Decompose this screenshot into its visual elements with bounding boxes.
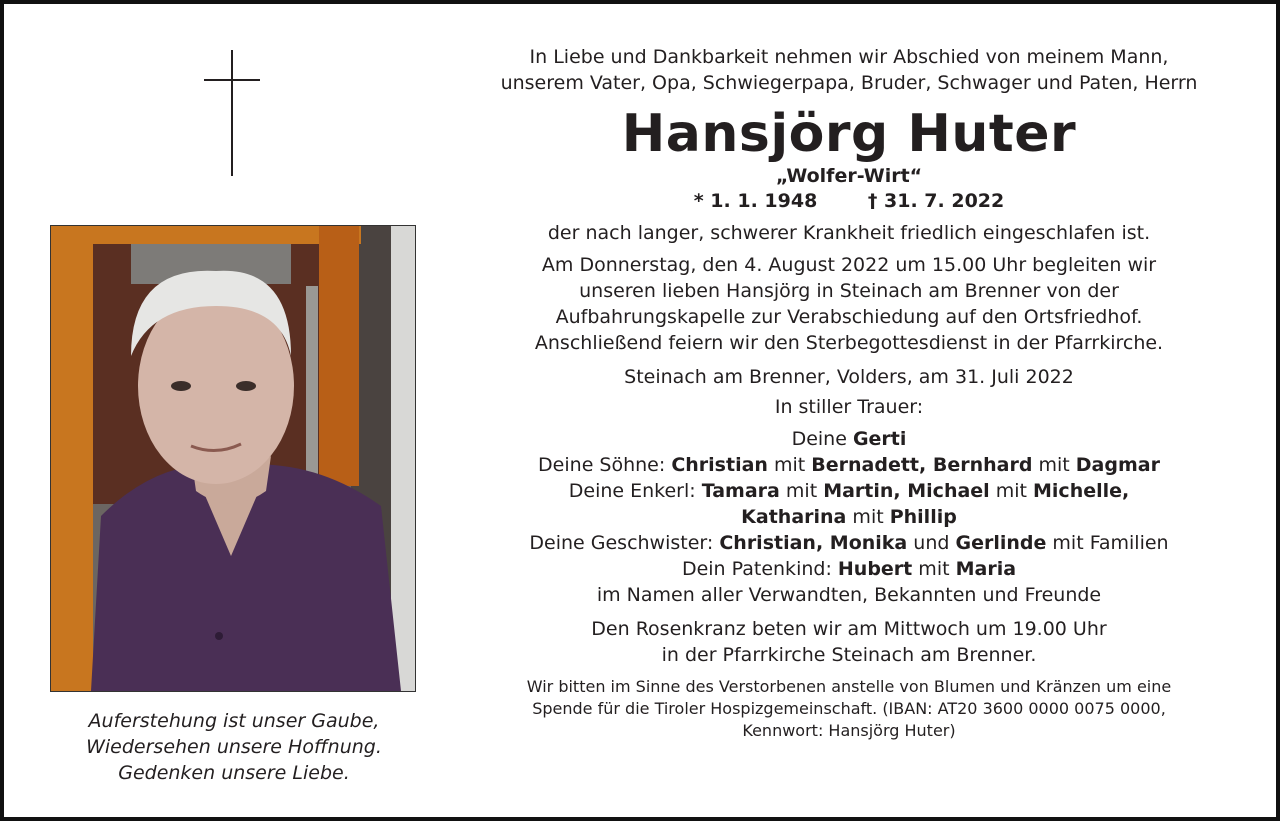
label: Deine Geschwister: [529, 532, 720, 554]
motto-line: Wiedersehen unsere Hoffnung. [86, 736, 382, 758]
donation-line: Wir bitten im Sinne des Verstorbenen anstelle von Blumen und Kränzen um eine [526, 677, 1172, 696]
rosary-line: Den Rosenkranz beten wir am Mittwoch um 19.00 Uhr [591, 618, 1107, 640]
mourner-line [444, 478, 1254, 504]
rosary-line: in der Pfarrkirche Steinach am Brenner. [661, 644, 1037, 666]
funeral-line: Aufbahrungskapelle zur Verabschiedung auf den Ortsfriedhof. [555, 306, 1143, 328]
mourner-name: Bernadett, Bernhard [811, 454, 1033, 476]
funeral-line: Anschließend feiern wir den Sterbegottesdienst in der Pfarrkirche. [534, 332, 1164, 354]
label: mit [767, 454, 812, 476]
label: mit [989, 480, 1034, 502]
label: und [907, 532, 956, 554]
label: mit [779, 480, 824, 502]
label: mit Familien [1046, 532, 1169, 554]
intro-line: unserem Vater, Opa, Schwiegerpapa, Bruder, Schwager und Paten, Herrn [500, 72, 1198, 94]
label: Deine Enkerl: [568, 480, 702, 502]
motto-line: Auferstehung ist unser Gaube, [88, 710, 380, 732]
funeral-line: unseren lieben Hansjörg in Steinach am Brenner von der [579, 280, 1119, 302]
mourner-line [444, 504, 1254, 530]
label: mit [912, 558, 956, 580]
mourner-name: Tamara [701, 480, 780, 502]
mourner-name: Martin, Michael [823, 480, 990, 502]
life-dates [444, 188, 1254, 214]
mourner-line [444, 452, 1254, 478]
mourner-line [444, 426, 1254, 452]
nickname: „Wolfer-Wirt“ [775, 165, 923, 187]
mourner-name: Dagmar [1075, 454, 1160, 476]
death-date: † 31. 7. 2022 [867, 190, 1005, 212]
rosary-info [444, 616, 1254, 668]
mourner-name: Christian [671, 454, 768, 476]
birth-date: * 1. 1. 1948 [693, 190, 818, 212]
mourner-name: Gerti [852, 428, 907, 450]
intro-line: In Liebe und Dankbarkeit nehmen wir Abschied von meinem Mann, [529, 46, 1169, 68]
obituary-text [444, 44, 1254, 742]
portrait-photo [50, 225, 416, 692]
mourner-name: Hubert [837, 558, 913, 580]
mourner-name: Phillip [889, 506, 957, 528]
place-date: Steinach am Brenner, Volders, am 31. Juli 2022 [624, 366, 1074, 388]
funeral-line: Am Donnerstag, den 4. August 2022 um 15.00 Uhr begleiten wir [541, 254, 1157, 276]
label: Dein Patenkind: [681, 558, 838, 580]
motto-line: Gedenken unsere Liebe. [118, 762, 350, 784]
passing-text: der nach langer, schwerer Krankheit friedlich eingeschlafen ist. [547, 222, 1151, 244]
mourner-name: Maria [955, 558, 1017, 580]
mourner-name: Gerlinde [955, 532, 1047, 554]
mourner-name: Katharina [741, 506, 847, 528]
label: Deine Söhne: [538, 454, 672, 476]
mourner-line [444, 530, 1254, 556]
label: Deine [791, 428, 853, 450]
relatives-line: im Namen aller Verwandten, Bekannten und Freunde [596, 584, 1102, 606]
label: mit [846, 506, 890, 528]
mourner-line [444, 556, 1254, 582]
donation-note [444, 676, 1254, 742]
donation-line: Spende für die Tiroler Hospizgemeinschaft. (IBAN: AT20 3600 0000 0075 0000, [532, 699, 1166, 718]
cross-icon [200, 48, 264, 178]
funeral-info [444, 252, 1254, 356]
donation-line: Kennwort: Hansjörg Huter) [742, 721, 956, 740]
motto [44, 708, 424, 786]
mourners-list [444, 426, 1254, 608]
mourner-name: Christian, Monika [719, 532, 908, 554]
deceased-name: Hansjörg Huter [621, 104, 1077, 164]
mourner-name: Michelle, [1033, 480, 1130, 502]
label: mit [1032, 454, 1076, 476]
mourning-heading: In stiller Trauer: [774, 396, 924, 418]
